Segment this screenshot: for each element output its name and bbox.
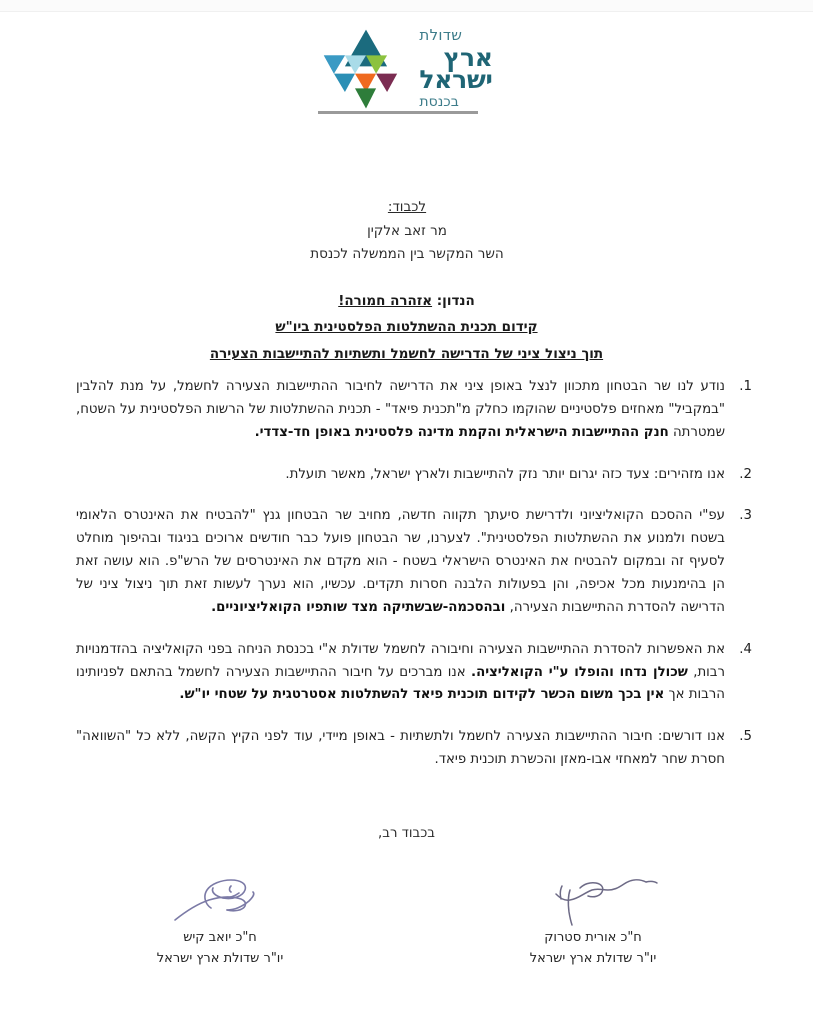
signature-title-left: יו"ר שדולת ארץ ישראל [529,950,657,966]
logo-line-4: בכנסת [419,93,459,110]
subject-label: הנדון: [436,293,475,309]
subject-line-1 [0,288,813,314]
letter-paragraph-1 [76,376,735,445]
subject-line-2-wrap [0,314,813,340]
letter-paragraph-5 [76,726,735,772]
subject-emphasis: אזהרה חמורה! [338,293,433,309]
letter-body-list [76,376,757,791]
signature-image-strook [443,866,743,928]
subject-block [0,288,813,367]
paragraph-1-segment-1: נודע לנו שר הבטחון מתכוון לנצל באופן ציני את הדרישה לחיבור ההתיישבות הצעירה לחשמל, על מנת להלבין "במקביל" מאחזים פלסטיניים שהוקמו כחלק מ"תכנית פיאד" - תכנית ההשתלטות של הרשות הפלסטינית על השטח, שמטרתה [76,379,725,440]
subject-line-2: קידום תכנית ההשתלטות הפלסטינית ביו"ש [275,319,538,336]
signature-name-left: ח"כ אורית סטרוק [544,930,642,945]
logo-underline [318,111,478,114]
paragraph-4-segment-2: שכולן נדחו והופלו ע"י הקואליציה. [471,664,688,680]
subject-line-3: תוך ניצול ציני של הדרישה לחשמל ותשתיות להתיישבות הצעירה [209,345,604,362]
addressee-name: מר זאב אלקין [367,222,447,239]
letter-paragraph-2 [76,464,735,487]
letter-paragraph-4 [76,639,735,708]
letter-paragraph-3 [76,505,735,619]
paragraph-1-segment-2: חנק ההתיישבות הישראלית והקמת מדינה פלסטינית באופן חד-צדדי. [254,424,669,440]
logo-line-3: ישראל [419,64,493,94]
signature-name-right: ח"כ יואב קיש [183,930,257,945]
page-top-band [0,0,813,12]
signature-title-right: יו"ר שדולת ארץ ישראל [156,950,284,966]
paragraph-3-segment-1: עפ"י ההסכם הקואליציוני ולדרישת סיעתך תקווה חדשה, מחויב שר הבטחון גנץ "להבטיח את האינטרס הלאומי בשטח ולמנוע את ההשתלטות הפלסטינית". לצערנו, שר הבטחון פועל כבר חודשים ארוכים בניגוד ובהיפוך מוחלט לסעיף זה ובמקום להבטיח את האינטרס הישראלי בשטח - הוא מקדם את האינטרסים של הרש"פ. הוא עושה זאת הן בהימנעות מכל אכיפה, והן בפעולות הלבנה חסרות תקדים. עכשיו, הוא נערך לעשות זאת תוך ניצול ציני של הדרישה להסדרת ההתיישבות הצעירה, [76,508,725,615]
paragraph-4-segment-3: אנו מברכים על חיבור ההתיישבות הצעירה לחשמל בהתאם לפניותינו הרבות אך [76,664,725,703]
signature-image-kisch [70,866,370,928]
paragraph-3-segment-2: ובהסכמה-שבשתיקה מצד שותפיו הקואליציוניים. [211,599,506,615]
signature-right [70,866,370,970]
logo-line-1: שדולת [419,25,463,44]
logo-line-2: ארץ [443,42,493,72]
paragraph-5-segment-1: אנו דורשים: חיבור ההתיישבות הצעירה לחשמל ולתשתיות - באופן מיידי, עוד לפני הקיץ הקשה, ללא כל "השוואה" חסרת שחר למאחזי אבו-מאזן והכשרת תוכנית פיאד. [76,729,725,768]
paragraph-4-segment-4: אין בכך משום הכשר לקידום תוכנית פיאד להשתלטות אסטרטגית על שטחי יו"ש. [179,687,665,703]
paragraph-4-segment-1: את האפשרות להסדרת ההתיישבות הצעירה וחיבורה לחשמל שדולת א"י בכנסת הניחה בפני הקואליציה בהזדמנויות רבות, [76,641,725,680]
star-of-david-icon [320,26,412,114]
subject-line-3-wrap [0,341,813,367]
signature-block [70,866,743,970]
closing-line: בכבוד רב, [378,826,435,841]
addressee-block [97,196,717,267]
signature-left [443,866,743,970]
paragraph-2-segment-1: אנו מזהירים: צעד כזה יגרום יותר נזק להתיישבות ולארץ ישראל, מאשר תועלת. [285,466,725,482]
addressee-to-label: לכבוד: [387,199,427,215]
addressee-role: השר המקשר בין הממשלה לכנסת [310,246,504,263]
organization-logo [0,26,813,114]
